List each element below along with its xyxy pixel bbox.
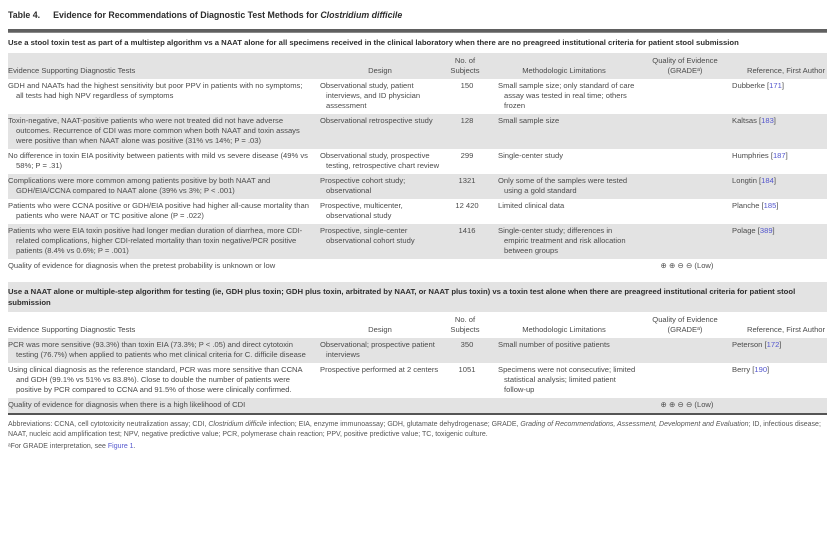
col-design: Design [368,325,392,335]
evidence-cell: Complications were more common among patients positive by both NAAT and GDH/EIA/CCNA compared to NAAT alone (39% vs 3%; P < .001) [8,175,271,195]
reference-cell: Planche [185] [732,200,779,210]
abbrev-organism: Clostridium difficile [208,421,267,429]
limitations-cell [488,259,644,274]
evidence-cell: GDH and NAATs had the highest sensitivity but poor PPV in patients with no symptoms; all tests had high NPV regardless of symptoms [8,80,303,100]
table-number-label: Table 4. [8,10,41,20]
limitations-cell: Small sample size; only standard of care assay was tested in real time; others frozen [498,80,635,110]
col-evidence: Evidence Supporting Diagnostic Tests [8,325,136,335]
table-title-organism: Clostridium difficile [320,10,403,20]
table-row [8,224,827,259]
limitations-cell: Single-center study [498,150,564,160]
evidence-cell: PCR was more sensitive (93.3%) than toxin EIA (73.3%; P < .05) and direct cytotoxin testing (76.7%) when applied to patients who met clinical criteria for C. difficile disease [8,340,306,360]
design-cell: Prospective cohort study; observational [320,175,406,195]
table-row [8,114,827,149]
quality-cell [644,224,730,259]
section-2-header-row [8,282,827,312]
reference-link[interactable]: 389 [759,225,773,235]
reference-cell: Berry [190] [732,365,770,375]
col-subjects: No. of Subjects [450,55,480,75]
reference-cell: Polage [389] [732,225,775,235]
table-row [8,174,827,199]
col-subjects: No. of Subjects [450,315,480,335]
reference-link[interactable]: 183 [761,115,774,125]
limitations-cell: Small sample size [498,115,560,125]
limitations-cell: Single-center study; differences in empiric treatment and risk allocation between groups [498,225,626,255]
evidence-cell: Quality of evidence for diagnosis when the pretest probability is unknown or low [8,260,276,270]
table-row [8,149,827,174]
section-1-column-headers [8,53,827,79]
evidence-cell: Patients who were CCNA positive or GDH/EIA positive had higher all-cause mortality than patients who were NAAT or TC positive alone (P = .022) [8,200,309,220]
quality-cell [644,149,730,174]
table-row [8,338,827,363]
reference-cell: Peterson [172] [732,340,782,350]
reference-cell [730,259,827,274]
table-row [8,363,827,398]
subjects-cell: 128 [460,115,474,125]
quality-cell [644,199,730,224]
limitations-cell: Limited clinical data [498,200,565,210]
reference-link[interactable]: 184 [761,175,774,185]
section-1-header-row [8,33,827,53]
subjects-cell: 12 420 [455,200,479,210]
bottom-rule [8,413,827,415]
subjects-cell [446,398,488,413]
subjects-cell: 150 [460,80,474,90]
quality-cell [644,338,730,363]
evidence-table [8,33,827,413]
reference-cell [730,398,827,413]
table-title-text: Evidence for Recommendations of Diagnostic Test Methods for [53,10,321,20]
quality-cell [644,363,730,398]
grade-footnote: ᵃFor GRADE interpretation, see Figure 1. [8,443,136,451]
col-limitations: Methodologic Limitations [522,65,606,75]
quality-cell [644,79,730,114]
col-reference: Reference, First Author [746,65,826,75]
reference-link[interactable]: 171 [769,80,782,90]
subjects-cell: 299 [460,150,474,160]
reference-link[interactable]: 187 [772,150,786,160]
abbreviations: Abbreviations: CCNA, cell cytotoxicity neutralization assay; CDI, Clostridium difficile infection; EIA, enzyme immunoassay; GDH, glutamate dehydrogenase; GRADE, Grading of Recommendations, Assessment, Development and Evaluation; ID, infectious disease; NAAT, nucleic acid amplification test; NPV, negative predictive value; PCR, polymerase chain reaction; PPV, positive predictive value; TC, toxigenic culture. [8,421,821,439]
evidence-cell: Toxin-negative, NAAT-positive patients who were not treated did not have adverse outcomes. Recurrence of CDI was more common when both NAAT and toxin assays were positive than when NAAT alone was positive (31% vs 14%; P = .03) [8,115,300,145]
section-1-header: Use a stool toxin test as part of a multistep algorithm vs a NAAT alone for all specimens received in the clinical laboratory when there are no preagreed institutional criteria for patient stool submission [8,38,739,47]
grade-rating: ⊕ ⊕ ⊖ ⊖ (Low) [660,400,714,410]
design-cell: Prospective performed at 2 centers [320,365,439,375]
section-gap [8,274,827,282]
evidence-cell: Quality of evidence for diagnosis when there is a high likelihood of CDI [8,400,246,410]
design-cell [318,259,446,274]
table-row [8,79,827,114]
reference-cell: Dubberke [171] [732,80,784,90]
limitations-cell: Only some of the samples were tested using a gold standard [498,175,628,195]
reference-link[interactable]: 185 [763,200,777,210]
col-design: Design [368,65,392,75]
limitations-cell: Specimens were not consecutive; limited statistical analysis; limited patient follow-up [498,365,636,395]
subjects-cell: 1321 [458,175,476,185]
reference-cell: Kaltsas [183] [732,115,776,125]
table-row [8,199,827,224]
design-cell [318,398,446,413]
subjects-cell: 1416 [458,225,476,235]
col-quality: Quality of Evidence (GRADEᵃ) [652,315,718,335]
limitations-cell: Small number of positive patients [498,340,610,350]
reference-link[interactable]: 172 [766,340,780,350]
design-cell: Prospective, single-center observational cohort study [320,225,415,245]
quality-cell [644,114,730,149]
col-reference: Reference, First Author [746,325,826,335]
table-title [8,7,827,29]
col-quality: Quality of Evidence (GRADEᵃ) [652,55,718,75]
abbrev-grade-expansion: Grading of Recommendations, Assessment, Development and Evaluation [520,421,749,429]
quality-cell [644,174,730,199]
section-2-header: Use a NAAT alone or multiple-step algorithm for testing (ie, GDH plus toxin; GDH plus toxin, arbitrated by NAAT, or NAAT plus toxin) vs a toxin test alone when there are preagreed institutional criteria for patient stool submission [8,286,796,307]
evidence-cell: Using clinical diagnosis as the reference standard, PCR was more sensitive than CCNA and GDH (99.1% vs 51% vs 83.8%). Close to double the number of patients were positive by PCR compared to CCNA and 91.5% of those were clinically confirmed. [8,365,303,395]
design-cell: Observational retrospective study [320,115,433,125]
design-cell: Observational; prospective patient interviews [320,340,435,360]
col-evidence: Evidence Supporting Diagnostic Tests [8,65,136,75]
subjects-cell: 1051 [458,365,476,375]
reference-cell: Humphries [187] [732,150,788,160]
subjects-cell [446,259,488,274]
design-cell: Observational study, patient interviews, and ID physician assessment [320,80,421,110]
grade-rating: ⊕ ⊕ ⊖ ⊖ (Low) [660,260,714,270]
subjects-cell: 350 [460,340,474,350]
limitations-cell [488,398,644,413]
evidence-cell: Patients who were EIA toxin positive had longer median duration of diarrhea, more CDI-related complications, higher CDI-related mortality than toxin negative/PCR positive patients (8.4% vs 0.6%; P = .001) [8,225,303,255]
figure-1-link[interactable]: Figure 1 [107,443,134,451]
section-2-column-headers [8,312,827,338]
design-cell: Observational study, prospective testing, retrospective chart review [320,150,440,170]
evidence-cell: No difference in toxin EIA positivity between patients with mild vs severe disease (49% vs 58%; P = .31) [8,150,308,170]
col-limitations: Methodologic Limitations [522,325,606,335]
quality-summary-row [8,259,827,274]
design-cell: Prospective, multicenter, observational study [320,200,403,220]
reference-link[interactable]: 190 [754,365,768,375]
quality-summary-row [8,398,827,413]
reference-cell: Longtin [184] [732,175,776,185]
